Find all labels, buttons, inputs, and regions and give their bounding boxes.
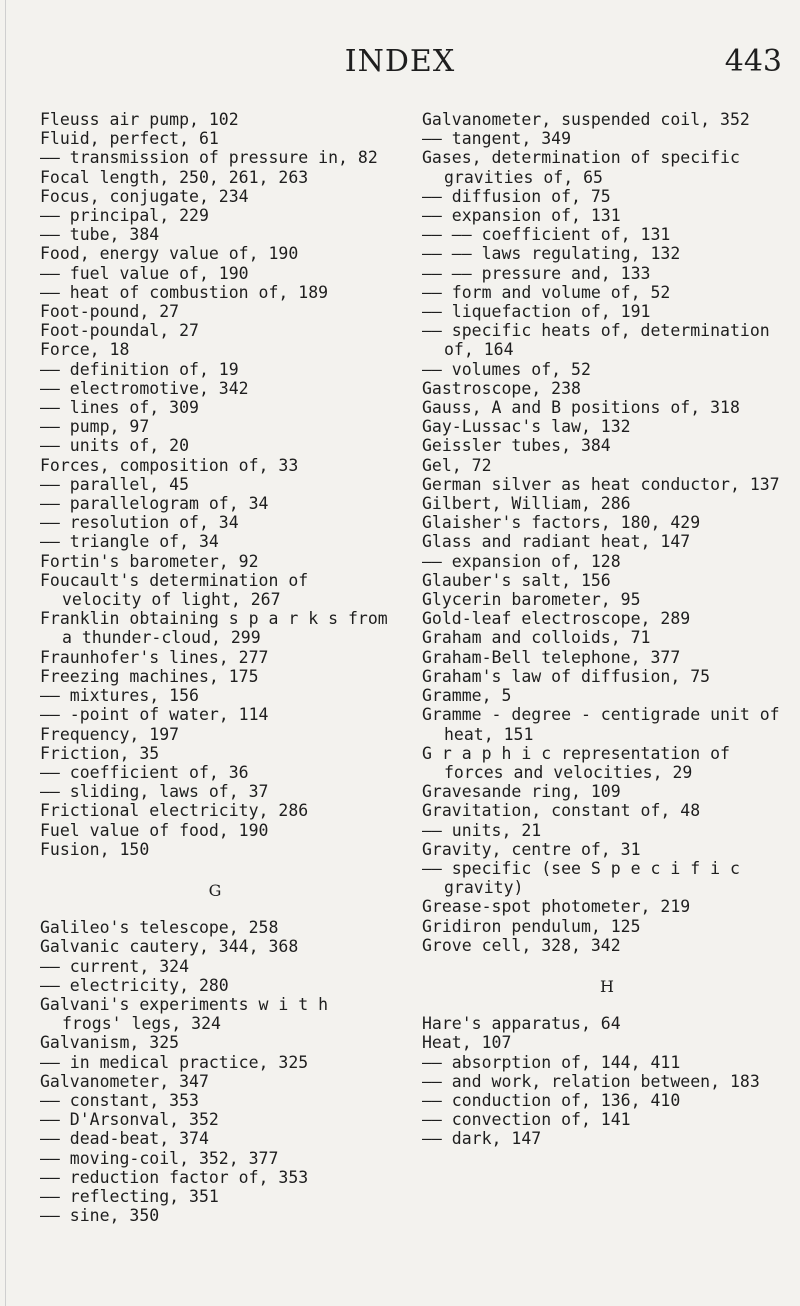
index-entry: Gravesande ring, 109 bbox=[422, 782, 621, 802]
index-entry: —— heat of combustion of, 189 bbox=[40, 282, 329, 302]
section-letter: G bbox=[208, 880, 222, 900]
index-entry: Gases, determination of specific gravities of, 65 bbox=[422, 148, 750, 187]
index-entry: —— and work, relation between, 183 bbox=[422, 1071, 760, 1091]
index-entry: —— reduction factor of, 353 bbox=[40, 1167, 309, 1187]
index-entry: —— —— laws regulating, 132 bbox=[422, 244, 681, 264]
index-entry: —— specific (see S p e c i f i c gravity) bbox=[422, 858, 750, 898]
index-entry: Frequency, 197 bbox=[40, 724, 180, 744]
index-entry: —— absorption of, 144, 411 bbox=[422, 1052, 681, 1072]
index-entry: Grease-spot photometer, 219 bbox=[422, 897, 691, 917]
index-entry: —— form and volume of, 52 bbox=[422, 282, 671, 302]
index-entry: —— units of, 20 bbox=[40, 436, 190, 456]
index-entry: Fleuss air pump, 102 bbox=[40, 110, 239, 129]
index-entry: Glauber's salt, 156 bbox=[422, 570, 611, 590]
index-entry: Gridiron pendulum, 125 bbox=[422, 916, 641, 936]
index-entry: —— electricity, 280 bbox=[40, 975, 229, 995]
index-entry: Gravitation, constant of, 48 bbox=[422, 801, 701, 821]
index-entry: —— conduction of, 136, 410 bbox=[422, 1090, 681, 1110]
index-entry: —— triangle of, 34 bbox=[40, 532, 219, 552]
index-entry: Galvanism, 325 bbox=[40, 1033, 180, 1053]
page-title: INDEX bbox=[344, 44, 456, 79]
index-column-left bbox=[40, 110, 398, 1226]
index-entry: Focal length, 250, 261, 263 bbox=[40, 167, 309, 187]
index-entry: Fuel value of food, 190 bbox=[40, 820, 269, 840]
index-entry: Gauss, A and B positions of, 318 bbox=[422, 398, 740, 418]
index-entry: —— sine, 350 bbox=[40, 1206, 160, 1226]
index-entry: —— current, 324 bbox=[40, 956, 190, 976]
index-entry: —— in medical practice, 325 bbox=[40, 1052, 309, 1072]
index-entry: Gay-Lussac's law, 132 bbox=[422, 417, 631, 437]
index-entry: Food, energy value of, 190 bbox=[40, 244, 299, 264]
index-entry: —— electromotive, 342 bbox=[40, 378, 249, 398]
index-entry: —— expansion of, 131 bbox=[422, 206, 621, 226]
index-entry: Foot-poundal, 27 bbox=[40, 321, 199, 341]
index-entry: Frictional electricity, 286 bbox=[40, 801, 309, 821]
index-entry: —— dead-beat, 374 bbox=[40, 1129, 209, 1149]
index-entry: —— specific heats of, determination of, 164 bbox=[422, 321, 780, 360]
index-entry: Force, 18 bbox=[40, 340, 130, 360]
index-entry: —— principal, 229 bbox=[40, 206, 209, 226]
index-entry: —— expansion of, 128 bbox=[422, 551, 621, 571]
index-entry: Graham-Bell telephone, 377 bbox=[422, 647, 681, 667]
index-entry: —— units, 21 bbox=[422, 820, 542, 840]
index-entry: —— moving-coil, 352, 377 bbox=[40, 1148, 279, 1168]
index-entry: Glycerin barometer, 95 bbox=[422, 590, 641, 610]
index-entry: —— pump, 97 bbox=[40, 417, 150, 437]
page-header bbox=[0, 44, 800, 84]
index-entry: —— fuel value of, 190 bbox=[40, 263, 249, 283]
index-entry: Glass and radiant heat, 147 bbox=[422, 532, 691, 552]
index-entry: —— dark, 147 bbox=[422, 1129, 542, 1149]
index-entry: —— parallelogram of, 34 bbox=[40, 494, 269, 514]
index-entry: —— lines of, 309 bbox=[40, 398, 199, 418]
index-entry: —— convection of, 141 bbox=[422, 1110, 631, 1130]
page-edge-rule bbox=[5, 0, 6, 1306]
section-letter: H bbox=[600, 976, 614, 996]
index-entry: Galvanometer, suspended coil, 352 bbox=[422, 110, 750, 129]
index-entry: —— sliding, laws of, 37 bbox=[40, 782, 269, 802]
index-column-right bbox=[422, 110, 792, 1149]
index-entry: Fraunhofer's lines, 277 bbox=[40, 647, 269, 667]
index-entry: —— constant, 353 bbox=[40, 1090, 199, 1110]
index-entry: German silver as heat conductor, 137 bbox=[422, 474, 780, 494]
index-entry: Graham and colloids, 71 bbox=[422, 628, 651, 648]
index-entry: Galvanometer, 347 bbox=[40, 1071, 209, 1091]
index-entry: Gravity, centre of, 31 bbox=[422, 839, 641, 859]
index-entry: —— mixtures, 156 bbox=[40, 686, 199, 706]
index-entry: Foot-pound, 27 bbox=[40, 302, 180, 322]
index-entry: —— coefficient of, 36 bbox=[40, 762, 249, 782]
index-entry: Fortin's barometer, 92 bbox=[40, 551, 259, 571]
index-entry: —— tube, 384 bbox=[40, 225, 160, 245]
index-entry: Gramme - degree - centigrade unit of heat, 151 bbox=[422, 705, 790, 744]
index-entry: Graham's law of diffusion, 75 bbox=[422, 666, 711, 686]
index-entry: Gilbert, William, 286 bbox=[422, 494, 631, 514]
index-entry: Hare's apparatus, 64 bbox=[422, 1014, 621, 1034]
index-entry: —— parallel, 45 bbox=[40, 474, 190, 494]
index-entry: Focus, conjugate, 234 bbox=[40, 186, 249, 206]
index-entry: —— reflecting, 351 bbox=[40, 1186, 219, 1206]
index-entry: Gold-leaf electroscope, 289 bbox=[422, 609, 691, 629]
index-entry: —— volumes of, 52 bbox=[422, 359, 591, 379]
index-entry: Freezing machines, 175 bbox=[40, 666, 259, 686]
index-entry: G r a p h i c representation of forces and velocities, 29 bbox=[422, 743, 740, 782]
page-number: 443 bbox=[724, 44, 782, 79]
index-entry: —— tangent, 349 bbox=[422, 129, 572, 149]
index-entry: Gel, 72 bbox=[422, 455, 492, 475]
index-entry: —— transmission of pressure in, 82 bbox=[40, 148, 378, 168]
index-entry: —— resolution of, 34 bbox=[40, 513, 239, 533]
index-entry: —— diffusion of, 75 bbox=[422, 186, 611, 206]
index-entry: Galileo's telescope, 258 bbox=[40, 918, 279, 938]
index-entry: Franklin obtaining s p a r k s from a thunder-cloud, 299 bbox=[40, 609, 398, 648]
index-entry: —— —— coefficient of, 131 bbox=[422, 225, 671, 245]
index-entry: —— —— pressure and, 133 bbox=[422, 263, 651, 283]
index-entry: Fusion, 150 bbox=[40, 839, 150, 859]
index-entry: Gastroscope, 238 bbox=[422, 378, 581, 398]
index-entry: —— -point of water, 114 bbox=[40, 705, 269, 725]
index-entry: —— D'Arsonval, 352 bbox=[40, 1110, 219, 1130]
index-entry: Glaisher's factors, 180, 429 bbox=[422, 513, 701, 533]
index-entry: Friction, 35 bbox=[40, 743, 160, 763]
index-entry: Galvani's experiments w i t h frogs' legs, 324 bbox=[40, 994, 339, 1034]
index-entry: Geissler tubes, 384 bbox=[422, 436, 611, 456]
index-entry: Grove cell, 328, 342 bbox=[422, 935, 621, 955]
index-entry: —— definition of, 19 bbox=[40, 359, 239, 379]
index-entry: Heat, 107 bbox=[422, 1033, 512, 1053]
index-entry: Forces, composition of, 33 bbox=[40, 455, 299, 475]
index-entry: Foucault's determination of velocity of light, 267 bbox=[40, 570, 319, 610]
index-entry: —— liquefaction of, 191 bbox=[422, 302, 651, 322]
index-entry: Galvanic cautery, 344, 368 bbox=[40, 937, 299, 957]
index-entry: Gramme, 5 bbox=[422, 686, 512, 706]
index-entry: Fluid, perfect, 61 bbox=[40, 129, 219, 149]
